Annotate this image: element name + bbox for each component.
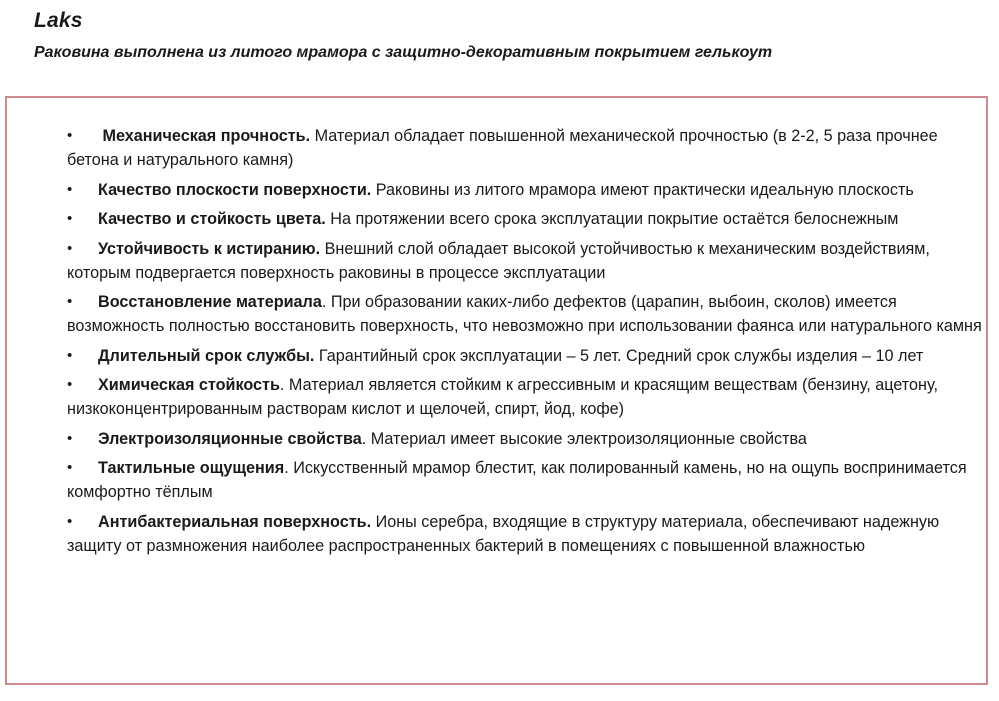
bullet-icon: • xyxy=(67,512,73,530)
feature-item-insulation xyxy=(67,427,984,451)
feature-text: . При образовании каких-либо дефектов (царапин, выбоин, сколов) имеется возможность полностью восстановить поверхность, что невозможно при использовании фаянса или натурального камня xyxy=(67,293,982,335)
features-list xyxy=(67,124,984,563)
feature-term: Устойчивость к истиранию. xyxy=(98,239,321,258)
feature-text: Гарантийный срок эксплуатации – 5 лет. Средний срок службы изделия – 10 лет xyxy=(314,346,924,365)
feature-item-lifetime xyxy=(67,344,984,368)
feature-text: . Материал является стойким к агрессивным и красящим веществам (бензину, ацетону, низкоконцентрированным растворам кислот и щелочей, спирт, йод, кофе) xyxy=(67,376,938,418)
page-subtitle: Раковина выполнена из литого мрамора с защитно-декоративным покрытием гелькоут xyxy=(34,44,773,61)
feature-text: . Материал имеет высокие электроизоляционные свойства xyxy=(361,429,807,448)
feature-text: Раковины из литого мрамора имеют практически идеальную плоскость xyxy=(371,180,914,199)
feature-text: . Искусственный мрамор блестит, как полированный камень, но на ощупь воспринимается комфортно тёплым xyxy=(67,459,967,501)
feature-text: Внешний слой обладает высокой устойчивостью к механическим воздействиям, которым подвергается поверхность раковины в процессе эксплуатации xyxy=(67,239,930,282)
bullet-icon: • xyxy=(67,376,73,393)
bullet-icon: • xyxy=(67,239,73,257)
bullet-icon: • xyxy=(67,346,73,364)
feature-term: Механическая прочность. xyxy=(98,127,311,145)
brand-title: Laks xyxy=(34,9,83,32)
feature-item-chemical xyxy=(67,373,984,421)
bullet-icon: • xyxy=(67,459,73,476)
bullet-icon: • xyxy=(67,127,73,144)
feature-item-restoration xyxy=(67,290,984,338)
feature-text: Материал обладает повышенной механической прочностью (в 2-2, 5 раза прочнее бетона и натурального камня) xyxy=(67,127,938,169)
feature-item-color xyxy=(67,207,984,231)
feature-term: Антибактериальная поверхность. xyxy=(98,512,372,531)
feature-term: Качество и стойкость цвета. xyxy=(98,210,326,228)
feature-term: Восстановление материала xyxy=(98,293,322,311)
features-panel xyxy=(5,96,988,685)
feature-item-strength xyxy=(67,124,984,172)
feature-term: Электроизоляционные свойства xyxy=(98,429,362,448)
feature-text: Ионы серебра, входящие в структуру материала, обеспечивают надежную защиту от размножения наиболее распространенных бактерий в помещениях с повышенной влажностью xyxy=(67,512,940,555)
feature-item-tactile xyxy=(67,456,984,504)
feature-term: Химическая стойкость xyxy=(98,376,280,394)
bullet-icon: • xyxy=(67,180,73,198)
feature-text: На протяжении всего срока эксплуатации покрытие остаётся белоснежным xyxy=(325,210,899,228)
bullet-icon: • xyxy=(67,293,73,310)
feature-item-abrasion xyxy=(67,237,984,285)
bullet-icon: • xyxy=(67,210,73,227)
feature-term: Длительный срок службы. xyxy=(98,346,315,365)
feature-item-antibacterial xyxy=(67,510,984,558)
feature-term: Качество плоскости поверхности. xyxy=(98,180,372,199)
bullet-icon: • xyxy=(67,429,73,447)
feature-term: Тактильные ощущения xyxy=(98,459,285,477)
feature-item-flatness xyxy=(67,178,984,202)
